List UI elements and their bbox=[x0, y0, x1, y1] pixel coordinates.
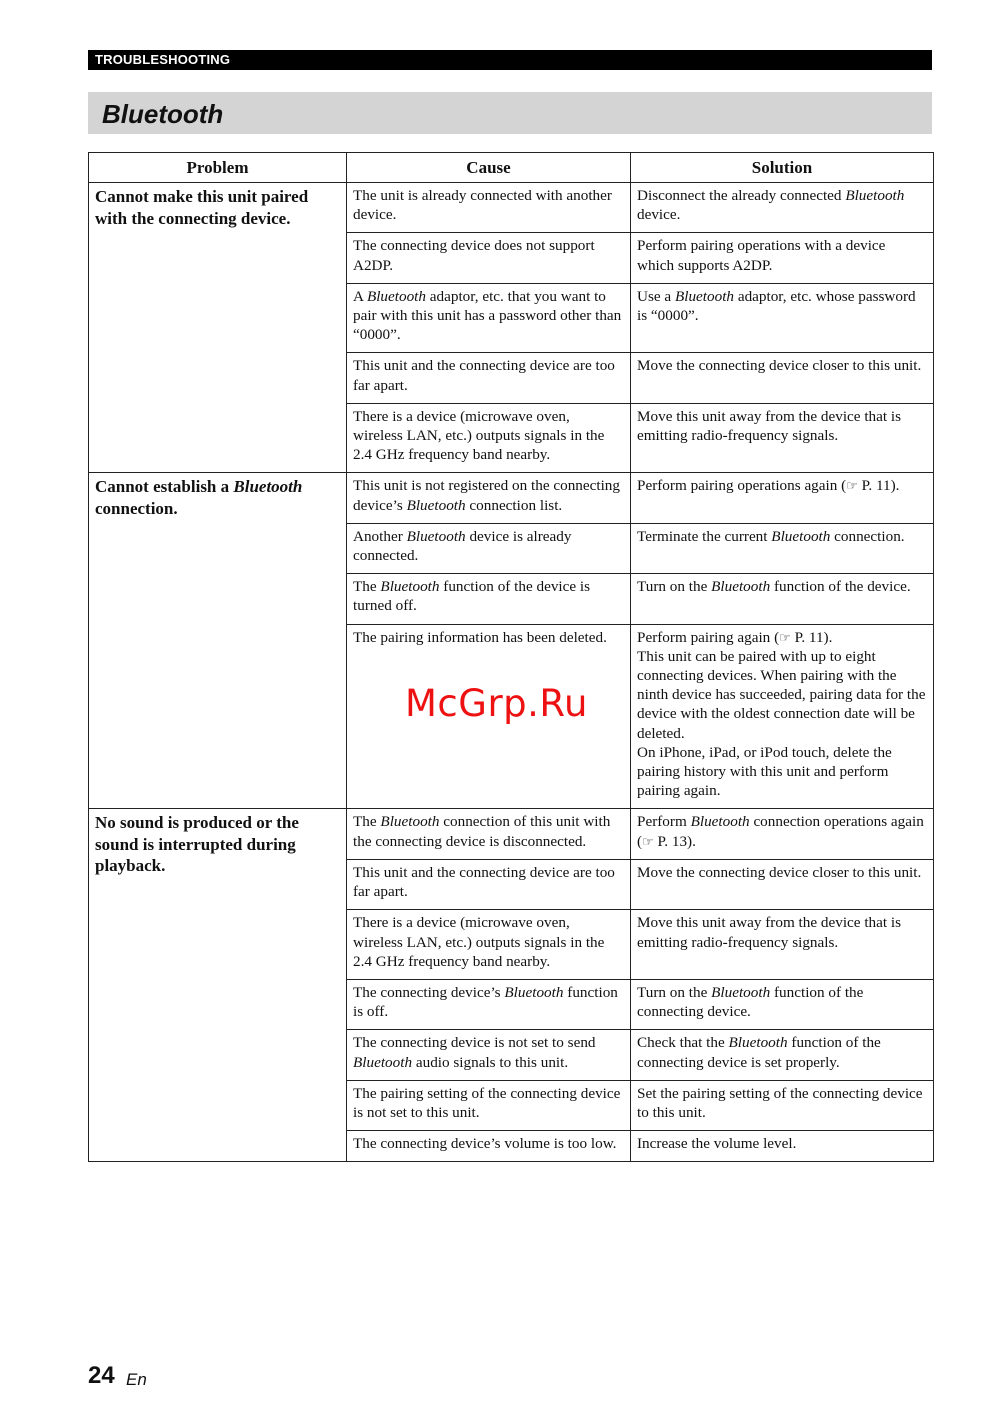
cause-cell bbox=[347, 233, 631, 283]
italic-term: Bluetooth bbox=[366, 287, 426, 305]
solution-cell bbox=[631, 183, 934, 233]
text-run: Terminate the current bbox=[637, 527, 772, 545]
text-run: Move this unit away from the device that is emitting radio-frequency signals. bbox=[637, 407, 902, 445]
cause-cell bbox=[347, 283, 631, 353]
watermark-text: McGrp.Ru bbox=[405, 682, 588, 725]
text-run: Perform pairing again ( bbox=[637, 628, 780, 646]
text-run: Use a bbox=[637, 287, 675, 305]
italic-term: Bluetooth bbox=[380, 813, 440, 831]
text-run: The pairing setting of the connecting device is not set to this unit. bbox=[353, 1084, 621, 1121]
cause-cell bbox=[347, 859, 631, 909]
italic-term: Bluetooth bbox=[353, 1053, 413, 1071]
text-run: Perform pairing operations again ( bbox=[637, 477, 847, 495]
cause-cell bbox=[347, 809, 631, 859]
text-run: Turn on the bbox=[637, 578, 712, 596]
page-number: 24 bbox=[88, 1362, 115, 1389]
column-header-solution: Solution bbox=[631, 153, 934, 183]
text-run: Another bbox=[353, 527, 407, 545]
text-run: Disconnect the already connected bbox=[637, 187, 846, 204]
cause-cell bbox=[347, 1131, 631, 1162]
pointing-hand-icon: ☞ bbox=[779, 629, 791, 645]
table-row bbox=[89, 183, 934, 233]
solution-cell bbox=[631, 859, 934, 909]
text-run: Cannot establish a bbox=[95, 477, 234, 497]
solution-cell bbox=[631, 1030, 934, 1080]
column-header-problem: Problem bbox=[89, 153, 347, 183]
cause-cell bbox=[347, 403, 631, 473]
italic-term: Bluetooth bbox=[233, 477, 303, 497]
column-header-cause: Cause bbox=[347, 153, 631, 183]
text-run: audio signals to this unit. bbox=[412, 1053, 569, 1071]
text-run: The bbox=[353, 813, 381, 831]
text-run: connection. bbox=[95, 498, 178, 518]
solution-cell bbox=[631, 809, 934, 859]
text-run: function of the connecting device is set properly. bbox=[637, 1034, 881, 1071]
solution-cell bbox=[631, 624, 934, 809]
text-run: P. 11). bbox=[857, 477, 900, 495]
text-run: This unit and the connecting device are too far apart. bbox=[353, 863, 615, 901]
text-run: adaptor, etc. whose password is “0000”. bbox=[637, 287, 916, 325]
solution-cell bbox=[631, 910, 934, 980]
table-body bbox=[89, 183, 934, 1162]
italic-term: Bluetooth bbox=[406, 527, 466, 545]
text-run: Set the pairing setting of the connecting device to this unit. bbox=[637, 1084, 923, 1121]
text-run: Perform pairing operations with a device which supports A2DP. bbox=[637, 237, 886, 274]
cause-cell bbox=[347, 1080, 631, 1130]
cause-cell bbox=[347, 979, 631, 1029]
text-run: Move the connecting device closer to this unit. bbox=[637, 357, 922, 375]
text-run: No sound is produced or the sound is interrupted during playback. bbox=[95, 813, 299, 876]
text-run: Move the connecting device closer to this unit. bbox=[637, 863, 922, 881]
text-run: On iPhone, iPad, or iPod touch, delete the pairing history with this unit and perform pairing again. bbox=[637, 743, 892, 800]
italic-term: Bluetooth bbox=[504, 983, 564, 1001]
text-run: The connecting device’s volume is too low. bbox=[353, 1135, 617, 1153]
italic-term: Bluetooth bbox=[711, 578, 771, 596]
text-run: device is already connected. bbox=[353, 527, 572, 565]
section-title-band bbox=[88, 92, 932, 134]
page-language: En bbox=[126, 1370, 147, 1389]
text-run: connection. bbox=[830, 527, 905, 545]
text-run: connection of this unit with the connecting device is disconnected. bbox=[353, 813, 611, 850]
cause-cell bbox=[347, 1030, 631, 1080]
solution-cell bbox=[631, 403, 934, 473]
italic-term: Bluetooth bbox=[674, 287, 735, 305]
solution-cell bbox=[631, 523, 934, 573]
solution-cell bbox=[631, 1080, 934, 1130]
italic-term: Bluetooth bbox=[728, 1034, 788, 1052]
section-label: TROUBLESHOOTING bbox=[95, 52, 231, 67]
text-run: device. bbox=[637, 206, 681, 224]
italic-term: Bluetooth bbox=[845, 187, 905, 204]
text-run: There is a device (microwave oven, wireless LAN, etc.) outputs signals in the 2.4 GHz frequency band nearby. bbox=[353, 407, 605, 464]
text-run: The connecting device is not set to send bbox=[353, 1034, 596, 1052]
section-title: Bluetooth bbox=[102, 99, 224, 129]
text-run: function of the device is turned off. bbox=[353, 578, 591, 615]
text-run: This unit and the connecting device are too far apart. bbox=[353, 357, 615, 394]
text-run: Check that the bbox=[637, 1034, 729, 1052]
italic-term: Bluetooth bbox=[711, 983, 771, 1001]
table-header-row bbox=[89, 153, 934, 183]
section-header-bar bbox=[88, 50, 932, 70]
text-run: A bbox=[353, 287, 367, 305]
solution-cell bbox=[631, 473, 934, 523]
text-run: function of the device. bbox=[770, 578, 911, 596]
table-row bbox=[89, 809, 934, 859]
text-run: P. 11). bbox=[790, 628, 833, 646]
text-run: connection list. bbox=[465, 496, 563, 514]
text-run: This unit can be paired with up to eight connecting devices. When pairing with the ninth device has succeeded, pairing data for the device with the oldest connection date will be deleted. bbox=[637, 647, 926, 742]
text-run: Turn on the bbox=[637, 983, 712, 1001]
text-run: The bbox=[353, 578, 381, 596]
cause-cell bbox=[347, 353, 631, 403]
text-run: P. 13). bbox=[653, 832, 696, 850]
text-run: connection operations again ( bbox=[637, 813, 924, 850]
troubleshooting-table bbox=[88, 152, 934, 1162]
solution-cell bbox=[631, 574, 934, 624]
problem-cell bbox=[89, 809, 347, 1162]
cause-cell bbox=[347, 473, 631, 523]
italic-term: Bluetooth bbox=[771, 527, 831, 545]
cause-cell bbox=[347, 574, 631, 624]
text-run: function of the connecting device. bbox=[637, 983, 864, 1021]
solution-cell bbox=[631, 1131, 934, 1162]
pointing-hand-icon: ☞ bbox=[642, 833, 654, 849]
solution-cell bbox=[631, 979, 934, 1029]
pointing-hand-icon: ☞ bbox=[846, 478, 858, 494]
text-run: Increase the volume level. bbox=[637, 1135, 797, 1153]
text-run: The connecting device’s bbox=[353, 983, 505, 1001]
text-run: This unit is not registered on the connecting device’s bbox=[353, 477, 620, 514]
problem-cell bbox=[89, 183, 347, 473]
italic-term: Bluetooth bbox=[380, 578, 440, 596]
text-run: The unit is already connected with another device. bbox=[353, 187, 612, 224]
problem-cell bbox=[89, 473, 347, 809]
solution-cell bbox=[631, 283, 934, 353]
solution-cell bbox=[631, 353, 934, 403]
cause-cell bbox=[347, 523, 631, 573]
italic-term: Bluetooth bbox=[406, 496, 466, 514]
text-run: function is off. bbox=[353, 983, 618, 1021]
text-run: Cannot make this unit paired with the connecting device. bbox=[95, 187, 309, 228]
solution-cell bbox=[631, 233, 934, 283]
italic-term: Bluetooth bbox=[690, 813, 750, 831]
text-run: adaptor, etc. that you want to pair with this unit has a password other than “0000”. bbox=[353, 287, 622, 344]
text-run: Perform bbox=[637, 813, 691, 831]
cause-cell bbox=[347, 183, 631, 233]
text-run: Move this unit away from the device that is emitting radio-frequency signals. bbox=[637, 914, 902, 951]
cause-cell bbox=[347, 910, 631, 980]
text-run: There is a device (microwave oven, wireless LAN, etc.) outputs signals in the 2.4 GHz frequency band nearby. bbox=[353, 914, 605, 970]
text-run: The connecting device does not support A2DP. bbox=[353, 237, 595, 274]
table-row bbox=[89, 473, 934, 523]
text-run: The pairing information has been deleted. bbox=[353, 628, 607, 646]
